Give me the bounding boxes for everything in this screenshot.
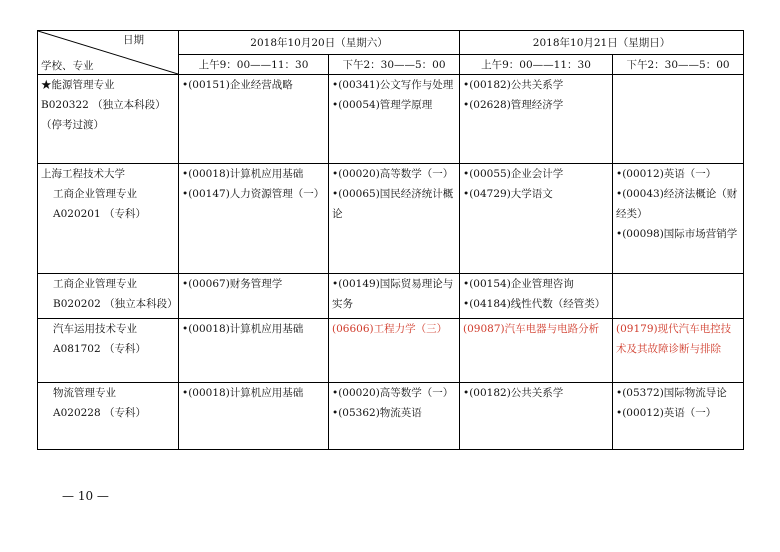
school-line: 物流管理专业 (53, 387, 116, 399)
day2-header: 2018年10月21日（星期日） (460, 31, 744, 55)
course-item: •(04184)线性代数（经管类） (463, 298, 606, 310)
school-line: 汽车运用技术专业 (53, 323, 137, 335)
school-line: A020228 （专科） (53, 407, 147, 419)
course-item: •(00154)企业管理咨询 (463, 278, 574, 290)
day1-pm-header: 下午2：30——5：00 (329, 55, 460, 75)
course-item: •(00147)人力资源管理（一） (182, 188, 325, 200)
course-item: •(00151)企业经营战略 (182, 79, 293, 91)
school-line: ★能源管理专业 (41, 79, 115, 91)
header-row-dates (38, 31, 744, 55)
day1-pm-cell (329, 164, 460, 274)
diagonal-header-cell (38, 31, 179, 75)
day2-am-cell (460, 75, 613, 164)
school-label: 学校、专业 (41, 60, 94, 72)
course-item: •(00020)高等数学（一） (332, 387, 454, 399)
course-item: (09087)汽车电器与电路分析 (463, 323, 600, 335)
course-item: •(00018)计算机应用基础 (182, 323, 304, 335)
day2-am-cell (460, 164, 613, 274)
day1-pm-cell (329, 319, 460, 383)
course-item: •(00182)公共关系学 (463, 79, 564, 91)
course-item: •(00018)计算机应用基础 (182, 168, 304, 180)
day2-pm-cell (613, 164, 744, 274)
school-cell (38, 383, 179, 450)
course-item: •(00067)财务管理学 (182, 278, 283, 290)
course-item: •(00098)国际市场营销学 (616, 228, 738, 240)
day1-pm-cell (329, 383, 460, 450)
date-label: 日期 (123, 34, 144, 46)
day2-am-cell (460, 319, 613, 383)
course-item: •(00043)经济法概论（财经类） (616, 188, 738, 220)
day2-am-cell (460, 383, 613, 450)
course-item: (09179)现代汽车电控技术及其故障诊断与排除 (616, 323, 732, 355)
school-line: B020202 （独立本科段） (53, 298, 178, 310)
course-item: •(00149)国际贸易理论与实务 (332, 278, 454, 310)
table-row (38, 164, 744, 274)
school-line: B020322 （独立本科段） (41, 99, 166, 111)
course-item: •(05362)物流英语 (332, 407, 422, 419)
table-row (38, 319, 744, 383)
day1-am-cell (179, 75, 329, 164)
course-item: (06606)工程力学（三） (332, 323, 448, 335)
school-cell (38, 319, 179, 383)
school-cell (38, 164, 179, 274)
course-item: •(00054)管理学原理 (332, 99, 433, 111)
course-item: •(04729)大学语文 (463, 188, 553, 200)
day1-am-cell (179, 383, 329, 450)
school-cell (38, 75, 179, 164)
course-item: •(00182)公共关系学 (463, 387, 564, 399)
course-item: •(05372)国际物流导论 (616, 387, 727, 399)
day2-pm-header: 下午2：30——5：00 (613, 55, 744, 75)
day2-am-cell (460, 274, 613, 319)
school-line: （停考过渡） (41, 119, 104, 131)
table-row (38, 383, 744, 450)
day1-pm-cell (329, 75, 460, 164)
day1-pm-cell (329, 274, 460, 319)
day2-pm-cell (613, 274, 744, 319)
course-item: •(00012)英语（一） (616, 407, 717, 419)
day1-am-cell (179, 274, 329, 319)
page-number: — 10 — (62, 489, 109, 503)
exam-schedule-table (37, 30, 744, 450)
school-line: A081702 （专科） (53, 343, 147, 355)
course-item: •(02628)管理经济学 (463, 99, 564, 111)
school-line: A020201 （专科） (53, 208, 147, 220)
table-row (38, 274, 744, 319)
school-line: 工商企业管理专业 (53, 188, 137, 200)
day1-am-cell (179, 319, 329, 383)
day2-pm-cell (613, 383, 744, 450)
course-item: •(00018)计算机应用基础 (182, 387, 304, 399)
course-item: •(00012)英语（一） (616, 168, 717, 180)
course-item: •(00055)企业会计学 (463, 168, 564, 180)
school-line: 上海工程技术大学 (41, 168, 125, 180)
course-item: •(00341)公文写作与处理 (332, 79, 454, 91)
school-line: 工商企业管理专业 (53, 278, 137, 290)
day2-pm-cell (613, 75, 744, 164)
table-row (38, 75, 744, 164)
day2-am-header: 上午9：00——11：30 (460, 55, 613, 75)
day1-am-header: 上午9：00——11：30 (179, 55, 329, 75)
day1-am-cell (179, 164, 329, 274)
school-cell (38, 274, 179, 319)
course-item: •(00020)高等数学（一） (332, 168, 454, 180)
day2-pm-cell (613, 319, 744, 383)
course-item: •(00065)国民经济统计概论 (332, 188, 454, 220)
day1-header: 2018年10月20日（星期六） (179, 31, 460, 55)
